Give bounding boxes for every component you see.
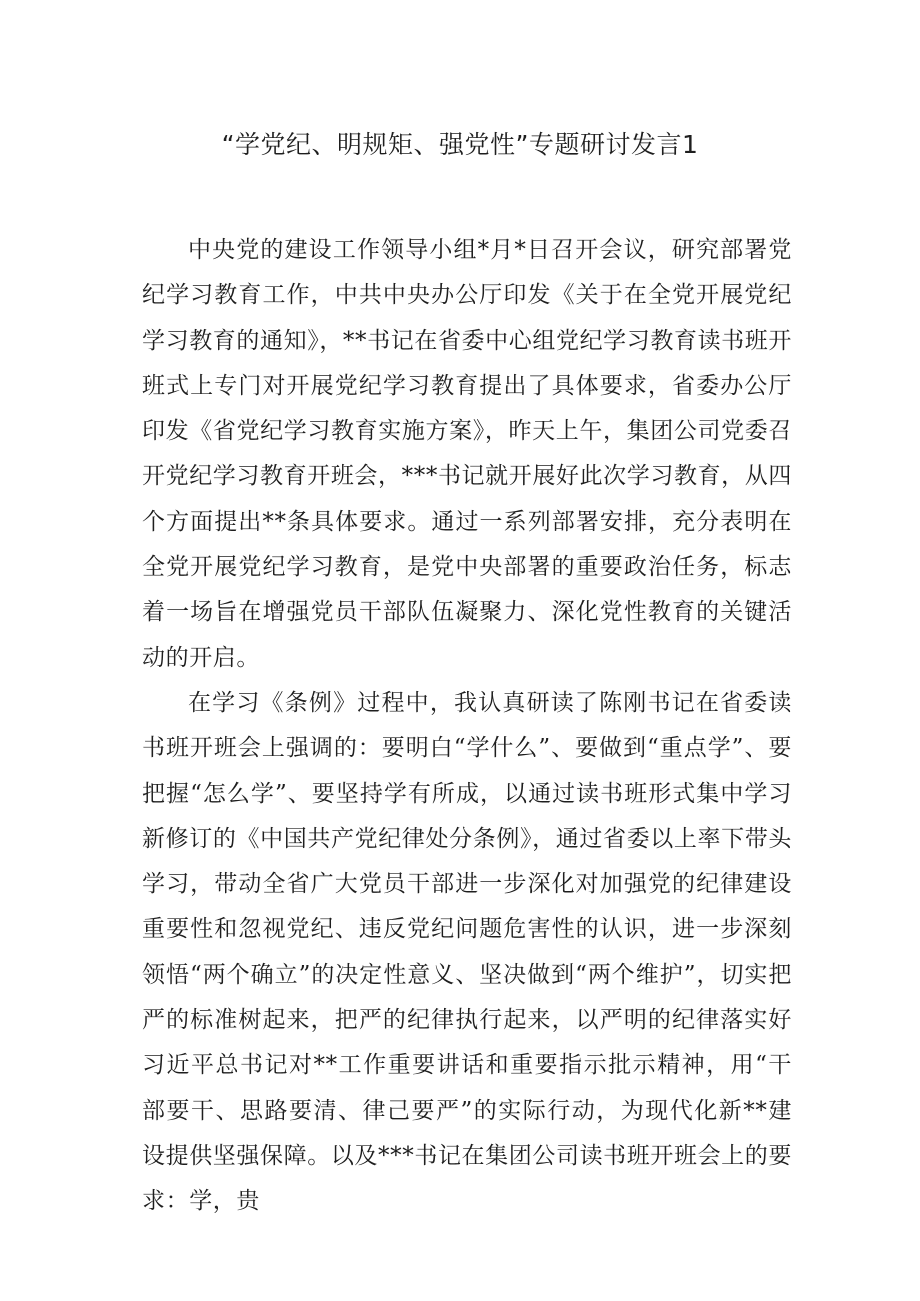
document-title: “学党纪、明规矩、强党性”专题研讨发言1 (221, 130, 699, 159)
document-body (142, 228, 792, 1225)
paragraph-1: 中央党的建设工作领导小组*月*日召开会议，研究部署党纪学习教育工作，中共中央办公厅印发《关于在全党开展党纪学习教育的通知》，**书记在省委中心组党纪学习教育读书班开班式上专门对开展党纪学习教育提出了具体要求，省委办公厅印发《省党纪学习教育实施方案》，昨天上午，集团公司党委召开党纪学习教育开班会，***书记就开展好此次学习教育，从四个方面提出**条具体要求。通过一系列部署安排，充分表明在全党开展党纪学习教育，是党中央部署的重要政治任务，标志着一场旨在增强党员干部队伍凝聚力、深化党性教育的关键活动的开启。 (142, 237, 792, 671)
paragraph-2: 在学习《条例》过程中，我认真研读了陈刚书记在省委读书班开班会上强调的：要明白“学什么”、要做到“重点学”、要把握“怎么学”、要坚持学有所成，以通过读书班形式集中学习新修订的《中国共产党纪律处分条例》，通过省委以上率下带头学习，带动全省广大党员干部进一步深化对加强党的纪律建设重要性和忽视党纪、违反党纪问题危害性的认识，进一步深刻领悟“两个确立”的决定性意义、坚决做到“两个维护”，切实把严的标准树起来，把严的纪律执行起来，以严明的纪律落实好习近平总书记对**工作重要讲话和重要指示批示精神，用“干部要干、思路要清、律己要严”的实际行动，为现代化新**建设提供坚强保障。以及***书记在集团公司读书班开班会上的要求：学，贵 (142, 689, 792, 1215)
